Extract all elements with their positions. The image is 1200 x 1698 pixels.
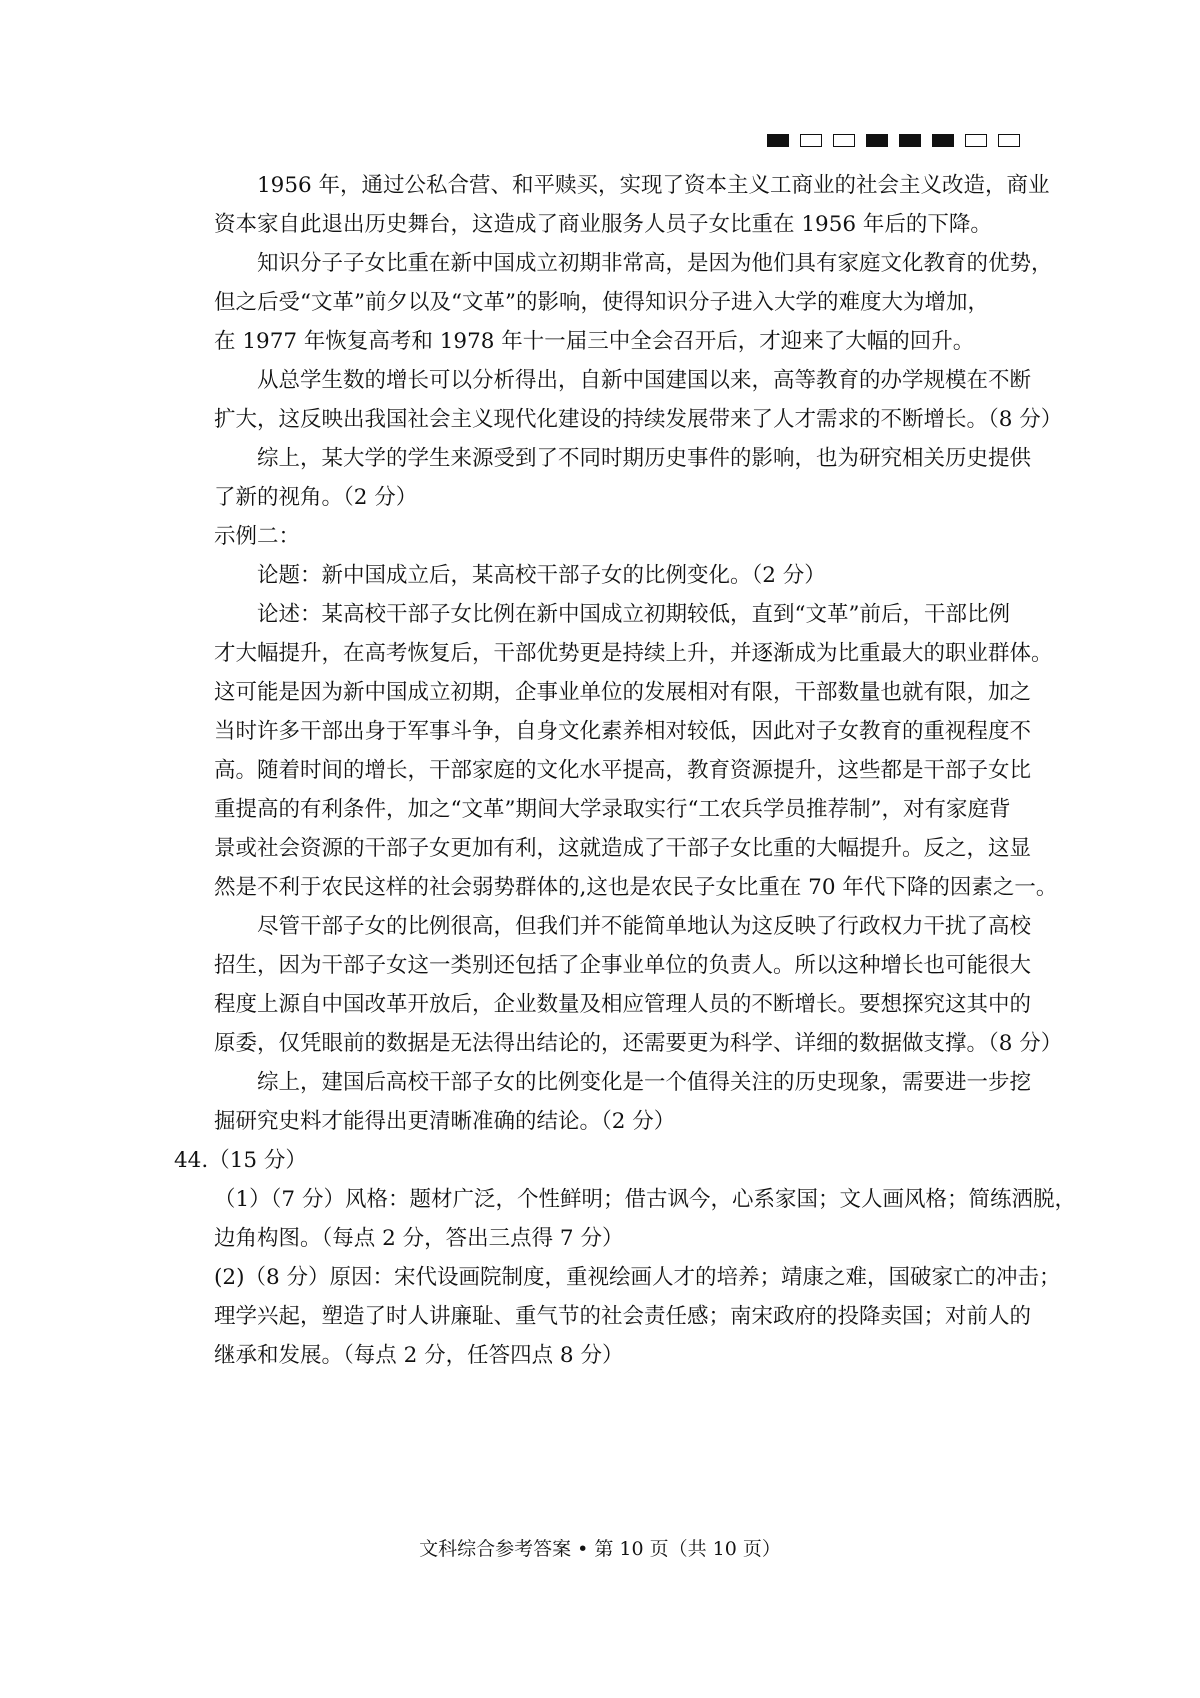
text-line: 掘研究史料才能得出更清晰准确的结论。（2 分） <box>214 1109 676 1134</box>
text-line: 论题：新中国成立后，某高校干部子女的比例变化。（2 分） <box>257 563 826 588</box>
text-line: 这可能是因为新中国成立初期，企事业单位的发展相对有限，干部数量也就有限，加之 <box>214 680 1032 705</box>
text-line: 边角构图。（每点 2 分，答出三点得 7 分） <box>214 1226 624 1251</box>
text-line: (2)（8 分）原因：宋代设画院制度，重视绘画人才的培养；靖康之难，国破家亡的冲击； <box>214 1265 1061 1290</box>
text-line: 综上，建国后高校干部子女的比例变化是一个值得关注的历史现象，需要进一步挖 <box>257 1070 1032 1095</box>
filled-square-mark <box>767 134 789 147</box>
text-line: 尽管干部子女的比例很高，但我们并不能简单地认为这反映了行政权力干扰了高校 <box>257 914 1032 939</box>
filled-square-mark <box>899 134 921 147</box>
question-number: 44.（15 分） <box>174 1148 307 1173</box>
text-line: 了新的视角。（2 分） <box>214 485 418 510</box>
answer-sheet-marks <box>767 134 1020 147</box>
filled-square-mark <box>932 134 954 147</box>
empty-square-mark <box>800 134 822 147</box>
empty-square-mark <box>998 134 1020 147</box>
text-line: 然是不利于农民这样的社会弱势群体的,这也是农民子女比重在 70 年代下降的因素之一。 <box>214 875 1058 900</box>
text-line: 景或社会资源的干部子女更加有利，这就造成了干部子女比重的大幅提升。反之，这显 <box>214 836 1032 861</box>
text-line: 继承和发展。（每点 2 分，任答四点 8 分） <box>214 1343 624 1368</box>
text-line: 原委，仅凭眼前的数据是无法得出结论的，还需要更为科学、详细的数据做支撑。（8 分） <box>214 1031 1063 1056</box>
text-line: 示例二： <box>214 524 301 549</box>
text-line: （1）（7 分）风格：题材广泛，个性鲜明；借古讽今，心系家国；文人画风格；简练洒脱， <box>214 1187 1076 1212</box>
text-line: 但之后受“文革”前夕以及“文革”的影响，使得知识分子进入大学的难度大为增加， <box>214 290 989 315</box>
text-line: 综上，某大学的学生来源受到了不同时期历史事件的影响，也为研究相关历史提供 <box>257 446 1032 471</box>
text-line: 1956 年，通过公私合营、和平赎买，实现了资本主义工商业的社会主义改造，商业 <box>257 173 1050 198</box>
empty-square-mark <box>965 134 987 147</box>
text-line: 重提高的有利条件，加之“文革”期间大学录取实行“工农兵学员推荐制”，对有家庭背 <box>214 797 1011 822</box>
text-line: 扩大，这反映出我国社会主义现代化建设的持续发展带来了人才需求的不断增长。（8 分） <box>214 407 1063 432</box>
page-footer: 文科综合参考答案 • 第 10 页（共 10 页） <box>419 1538 781 1560</box>
text-line: 理学兴起，塑造了时人讲廉耻、重气节的社会责任感；南宋政府的投降卖国；对前人的 <box>214 1304 1032 1329</box>
text-line: 高。随着时间的增长，干部家庭的文化水平提高，教育资源提升，这些都是干部子女比 <box>214 758 1032 783</box>
answer-text <box>174 166 1076 1375</box>
text-line: 从总学生数的增长可以分析得出，自新中国建国以来，高等教育的办学规模在不断 <box>257 368 1032 393</box>
text-line: 招生，因为干部子女这一类别还包括了企事业单位的负责人。所以这种增长也可能很大 <box>214 953 1032 978</box>
text-line: 在 1977 年恢复高考和 1978 年十一届三中全会召开后，才迎来了大幅的回升。 <box>214 329 975 354</box>
text-line: 论述：某高校干部子女比例在新中国成立初期较低，直到“文革”前后，干部比例 <box>257 602 1010 627</box>
empty-square-mark <box>833 134 855 147</box>
text-line: 程度上源自中国改革开放后，企业数量及相应管理人员的不断增长。要想探究这其中的 <box>214 992 1032 1017</box>
text-line: 才大幅提升，在高考恢复后，干部优势更是持续上升，并逐渐成为比重最大的职业群体。 <box>214 641 1053 666</box>
filled-square-mark <box>866 134 888 147</box>
text-line: 资本家自此退出历史舞台，这造成了商业服务人员子女比重在 1956 年后的下降。 <box>214 212 992 237</box>
text-line: 当时许多干部出身于军事斗争，自身文化素养相对较低，因此对子女教育的重视程度不 <box>214 719 1032 744</box>
text-line: 知识分子子女比重在新中国成立初期非常高，是因为他们具有家庭文化教育的优势， <box>257 251 1053 276</box>
